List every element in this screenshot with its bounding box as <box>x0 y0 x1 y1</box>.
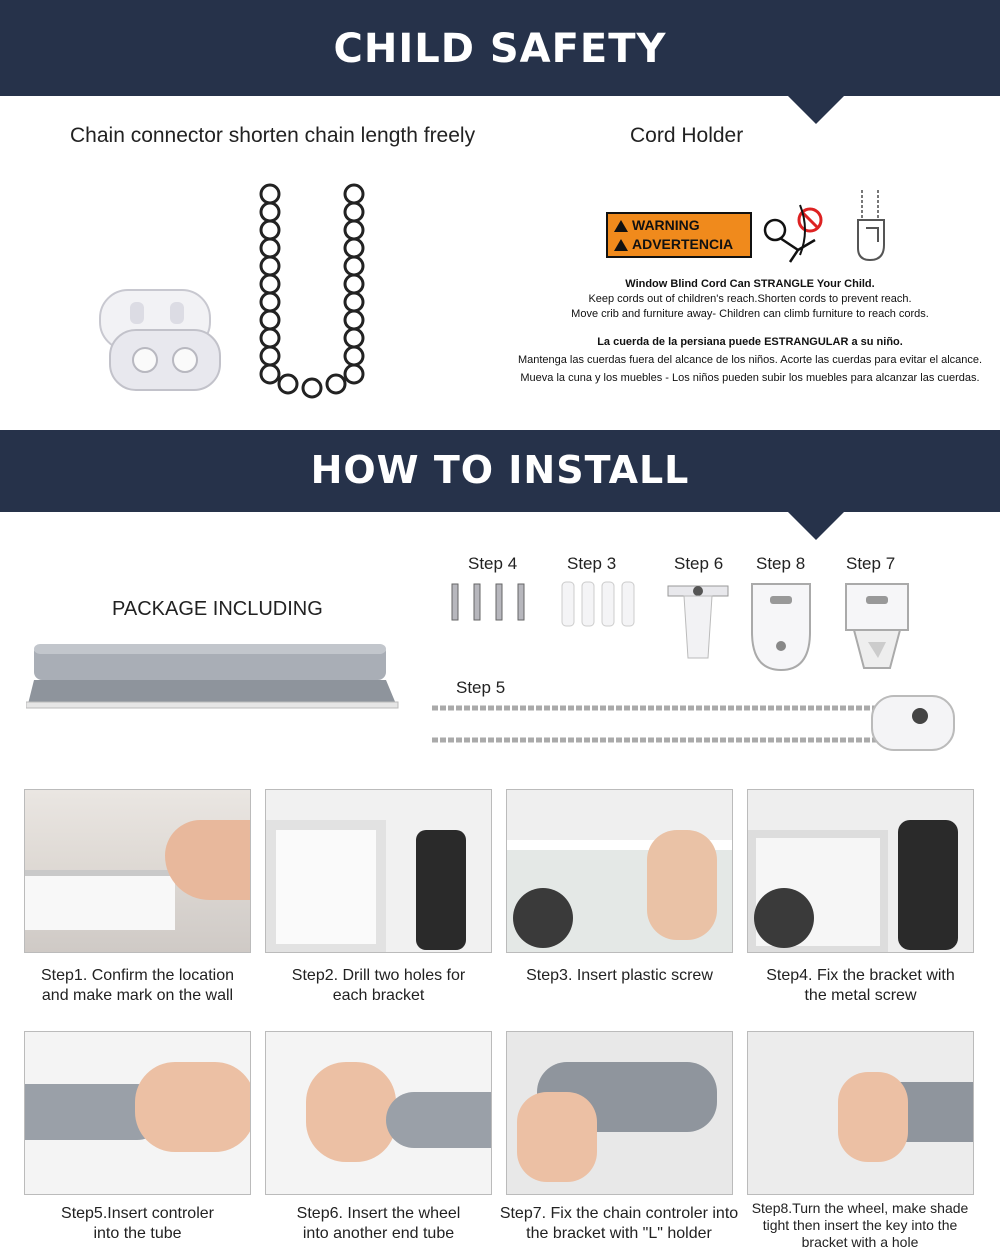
chain-connector-image <box>90 180 510 410</box>
part-label-step3: Step 3 <box>567 554 617 573</box>
chain-bead <box>345 329 363 347</box>
connector-clip <box>100 290 220 390</box>
chain-bead <box>345 185 363 203</box>
hand-shape <box>165 820 251 900</box>
metal-screws-image <box>446 582 530 624</box>
chain-bead <box>327 375 345 393</box>
plastic-anchors-image <box>560 580 636 630</box>
chain-bead <box>261 203 279 221</box>
chain-bead <box>345 221 363 239</box>
bracket-with-hole-image <box>750 582 812 672</box>
hand-shape <box>306 1062 396 1162</box>
drill-shape <box>898 820 958 950</box>
step1-photo <box>24 789 251 953</box>
banner-notch <box>788 96 844 124</box>
anchor-inset <box>513 888 573 948</box>
chain-bead <box>345 239 363 257</box>
step6-photo <box>265 1031 492 1195</box>
chain-bead <box>261 221 279 239</box>
part-label-step8: Step 8 <box>756 554 806 573</box>
step7-photo <box>506 1031 733 1195</box>
chain-bead <box>261 257 279 275</box>
hand-shape <box>517 1092 597 1182</box>
tube-shape <box>386 1092 492 1148</box>
step2-caption: Step2. Drill two holes for each bracket <box>291 967 466 1004</box>
end-plug-image <box>666 580 730 664</box>
package-including-title: PACKAGE INCLUDING <box>112 598 323 620</box>
chain-bead <box>345 365 363 383</box>
part-label-step4: Step 4 <box>468 554 518 573</box>
chain-bead <box>261 329 279 347</box>
chain-bead <box>345 293 363 311</box>
hand-shape <box>647 830 717 940</box>
step4-caption: Step4. Fix the bracket with the metal screw <box>766 967 955 1004</box>
part-label-step6: Step 6 <box>674 554 724 573</box>
window-frame <box>25 870 175 930</box>
step5-caption: Step5.Insert controler into the tube <box>61 1205 214 1242</box>
step3-caption: Step3. Insert plastic screw <box>526 967 713 984</box>
banner-notch <box>788 512 844 540</box>
cord-holder-caption: Cord Holder <box>630 124 744 147</box>
step2-photo <box>265 789 492 953</box>
part-label-step5: Step 5 <box>456 678 506 697</box>
chain-bead <box>345 311 363 329</box>
warning-es-line1: Mantenga las cuerdas fuera del alcance de los niños. Acorte las cuerdas para evitar el alcance. <box>517 354 983 366</box>
how-to-install-title: HOW TO INSTALL <box>310 448 690 492</box>
chain-bead <box>303 379 321 397</box>
chain-bead <box>345 203 363 221</box>
ball-chain <box>261 185 363 397</box>
step7-caption: Step7. Fix the chain controler into the bracket with "L" holder <box>499 1205 739 1242</box>
screw-inset <box>754 888 814 948</box>
bead-chain-controller-image <box>430 692 960 754</box>
child-strangle-icon <box>760 200 835 265</box>
chain-bead <box>261 293 279 311</box>
chain-bead <box>261 239 279 257</box>
how-to-install-banner <box>0 430 1000 512</box>
warning-es-title: La cuerda de la persiana puede ESTRANGULAR a su niño. <box>597 336 903 348</box>
warning-en-title: Window Blind Cord Can STRANGLE Your Child. <box>625 278 875 290</box>
step3-photo <box>506 789 733 953</box>
step6-caption: Step6. Insert the wheel into another end tube <box>296 1205 461 1242</box>
chain-connector-caption: Chain connector shorten chain length freely <box>70 124 476 147</box>
chain-bead <box>261 365 279 383</box>
chain-bead <box>261 311 279 329</box>
window-frame <box>266 820 386 953</box>
warning-triangle-icon <box>614 220 628 232</box>
roller-shade-image <box>26 640 400 712</box>
cord-holder-icon <box>848 190 898 265</box>
chain-bead <box>261 185 279 203</box>
hand-shape <box>838 1072 908 1162</box>
chain-bead <box>345 257 363 275</box>
warning-triangle-icon <box>614 239 628 251</box>
warning-es-line2: Mueva la cuna y los muebles - Los niños pueden subir los muebles para alcanzar las cuerdas. <box>520 372 980 384</box>
hand-shape <box>135 1062 251 1152</box>
chain-bead <box>345 275 363 293</box>
chain-bead <box>279 375 297 393</box>
child-safety-banner <box>0 0 1000 96</box>
warning-sign: WARNING ADVERTENCIA <box>606 212 752 258</box>
drill-shape <box>416 830 466 950</box>
warning-en-line1: Keep cords out of children's reach.Shorten cords to prevent reach. <box>588 293 912 305</box>
child-safety-title: CHILD SAFETY <box>333 26 667 72</box>
bracket-l-holder-image <box>844 582 910 672</box>
step8-photo <box>747 1031 974 1195</box>
chain-bead <box>261 275 279 293</box>
chain-bead <box>345 347 363 365</box>
part-label-step7: Step 7 <box>846 554 896 573</box>
step5-photo <box>24 1031 251 1195</box>
warning-en-line2: Move crib and furniture away- Children can climb furniture to reach cords. <box>571 308 929 320</box>
step8-caption: Step8.Turn the wheel, make shade tight then insert the key into the bracket with a hole <box>751 1200 969 1250</box>
chain-bead <box>261 347 279 365</box>
step1-caption: Step1. Confirm the location and make mark on the wall <box>41 967 234 1004</box>
step4-photo <box>747 789 974 953</box>
